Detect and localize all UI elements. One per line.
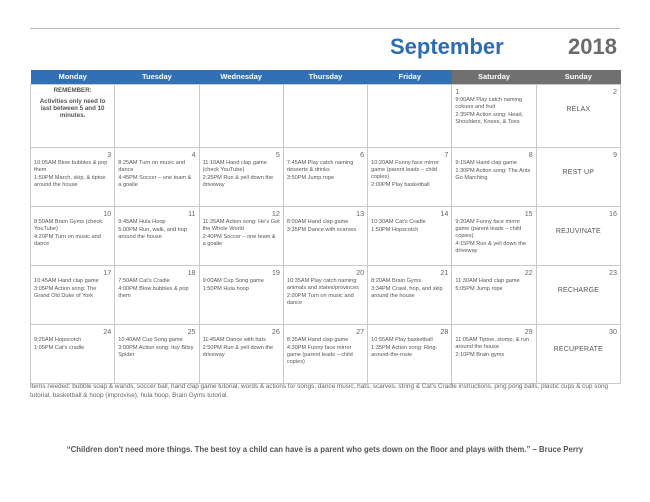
day-number: 27 <box>356 327 365 336</box>
day-number: 2 <box>613 87 617 96</box>
calendar-day-cell <box>536 325 620 384</box>
day-number: 28 <box>440 327 449 336</box>
remember-body: Activities only need to last between 5 and 10 minutes. <box>39 98 106 120</box>
day-number: 17 <box>103 268 112 277</box>
activity-entry: 10:40AM Cup Song game <box>118 337 183 343</box>
calendar-grid <box>30 70 621 384</box>
calendar-day-cell <box>31 148 115 207</box>
activity-entry: 10:20AM Funny face mirror game (parent leads – child copies) <box>371 160 439 180</box>
weekend-header: Sunday <box>536 70 620 85</box>
sunday-theme-label: RECUPERATE <box>553 346 603 353</box>
activity-entry: 9:45AM Hula Hoop <box>118 219 166 225</box>
activity-entry: 5:00PM Run, walk, and hop around the house <box>118 226 188 240</box>
calendar-day-cell <box>115 148 199 207</box>
activity-entry: 4:20PM Turn on music and dance <box>34 233 101 247</box>
calendar-week-row <box>31 325 621 384</box>
calendar-day-cell <box>536 85 620 148</box>
activity-entry: 2:10PM Brain gyms <box>455 351 505 358</box>
calendar-day-cell <box>115 266 199 325</box>
activity-entry: 9:20AM Funny face mirror game (parent leads – child copies) <box>455 219 522 239</box>
calendar-day-cell <box>115 85 199 148</box>
weekday-header-row <box>31 70 621 85</box>
calendar-day-cell <box>283 85 367 148</box>
day-number: 25 <box>187 327 196 336</box>
calendar-day-cell <box>368 207 452 266</box>
day-number: 9 <box>613 150 617 159</box>
day-number: 15 <box>524 209 533 218</box>
activity-entry: 8:35AM Hand clap game <box>286 337 349 343</box>
weekend-header: Saturday <box>452 70 536 85</box>
calendar-day-cell <box>199 85 283 148</box>
calendar-day-cell <box>199 207 283 266</box>
activity-entry: 1:35PM Action song: Ring-around-the-rosie <box>371 344 438 358</box>
activity-entry: 10:45AM Hand clap game <box>34 278 99 284</box>
calendar-week-row <box>31 266 621 325</box>
activity-entry: 7:45AM Play catch naming desserts & drinks <box>286 160 354 173</box>
calendar-day-cell <box>368 266 452 325</box>
day-number: 8 <box>528 150 533 159</box>
calendar-day-cell <box>283 207 367 266</box>
day-number: 4 <box>191 150 196 159</box>
calendar-day-cell <box>368 325 452 384</box>
day-number: 22 <box>524 268 533 277</box>
calendar-day-cell <box>536 148 620 207</box>
calendar-day-cell <box>31 207 115 266</box>
activity-entry: 11:45AM Dance with hats <box>202 337 266 343</box>
activity-entry: 4:45PM Soccer – one team & a goalie <box>118 174 192 188</box>
activity-entry: 10:05AM Blow bubbles & pop them <box>34 160 108 173</box>
sunday-theme-label: RELAX <box>566 106 591 113</box>
footer-quote: “Children don't need more things. The best toy a child can have is a parent who gets down on the floor and plays with them.” – Bruce Perry <box>66 445 584 454</box>
day-number: 26 <box>271 327 280 336</box>
activity-entry: 9:00AM Play catch naming colours and fruit <box>455 97 522 110</box>
remember-note <box>31 85 115 148</box>
activity-entry: 10:30AM Cat's Cradle <box>371 219 426 225</box>
calendar-day-cell <box>283 148 367 207</box>
calendar-week-row <box>31 148 621 207</box>
calendar-day-cell <box>31 325 115 384</box>
activity-entry: 1:50PM March, skip, & tiptoe around the house <box>34 174 106 188</box>
activity-entry: 8:00AM Hand clap game <box>286 219 349 225</box>
day-number: 6 <box>360 150 365 159</box>
calendar-day-cell <box>199 266 283 325</box>
activity-entry: 1:50PM Hopscotch <box>371 226 419 233</box>
activity-entry: 2:35PM Action song: Head, Shoulders, Knees, & Toes <box>455 111 524 125</box>
calendar-day-cell <box>115 207 199 266</box>
activity-entry: 4:15PM Run & yell down the driveway <box>455 240 526 254</box>
sunday-theme-label: RECHARGE <box>557 287 599 294</box>
calendar-day-cell <box>452 148 536 207</box>
calendar-day-cell <box>452 266 536 325</box>
calendar-day-cell <box>452 207 536 266</box>
calendar-week-row <box>31 85 621 148</box>
activity-entry: 11:10AM Hand clap game (check YouTube) <box>202 160 267 173</box>
calendar-day-cell <box>283 266 367 325</box>
calendar-day-cell <box>452 85 536 148</box>
activity-entry: 8:20AM Brain Gyms <box>371 278 422 284</box>
calendar-day-cell <box>115 325 199 384</box>
activity-entry: 2:40PM Soccer – one team & a goalie <box>202 233 276 247</box>
sunday-theme-label: REST UP <box>562 169 595 176</box>
header-rule <box>30 28 620 29</box>
calendar-day-cell <box>199 148 283 207</box>
day-number: 18 <box>187 268 196 277</box>
day-number: 29 <box>524 327 533 336</box>
weekday-header: Friday <box>368 70 452 85</box>
activity-entry: 3:35PM Dance with scarves <box>286 226 357 233</box>
year-title: 2018 <box>568 34 617 59</box>
activity-entry: 3:34PM Crawl, hop, and skip around the house <box>371 285 443 299</box>
activity-entry: 3:50PM Jump rope <box>286 174 335 181</box>
activity-entry: 2:00PM Play basketball <box>371 181 430 188</box>
month-title: September <box>390 34 504 59</box>
remember-title: REMEMBER: <box>53 87 92 94</box>
day-number: 24 <box>103 327 112 336</box>
day-number: 1 <box>455 87 460 96</box>
activity-entry: 3:05PM Action song: The Grand Old Duke of York <box>34 285 97 299</box>
weekday-header: Tuesday <box>115 70 199 85</box>
activity-entry: 1:05PM Cat's cradle <box>34 344 85 351</box>
weekday-header: Monday <box>31 70 115 85</box>
day-number: 21 <box>440 268 449 277</box>
activity-entry: 1:50PM Hula hoop <box>202 285 249 292</box>
day-number: 7 <box>444 150 449 159</box>
weekday-header: Thursday <box>283 70 367 85</box>
day-number: 10 <box>103 209 112 218</box>
activity-entry: 9:25AM Hopscotch <box>34 337 82 343</box>
activity-entry: 10:55AM Play basketball <box>371 337 433 343</box>
activity-entry: 5:05PM Jump rope <box>455 285 503 292</box>
activity-entry: 9:15AM Hand clap game <box>455 160 517 166</box>
calendar-day-cell <box>452 325 536 384</box>
day-number: 13 <box>356 209 365 218</box>
sunday-theme-label: REJUVINATE <box>555 228 601 235</box>
day-number: 5 <box>275 150 280 159</box>
calendar-day-cell <box>368 148 452 207</box>
activity-entry: 2:00PM Turn on music and dance <box>286 292 354 306</box>
activity-entry: 11:05AM Tiptoe, stomp, & run around the house <box>455 337 529 350</box>
activity-entry: 11:35AM Action song: He's Got the Whole World <box>202 219 280 232</box>
activity-entry: 3:00PM Action song: Itsy Bitsy Spider <box>118 344 194 358</box>
calendar-day-cell <box>536 207 620 266</box>
activity-entry: 8:50AM Brain Gyms (check YouTube) <box>34 219 103 232</box>
day-number: 12 <box>271 209 280 218</box>
activity-entry: 8:25AM Turn on music and dance <box>118 160 186 173</box>
day-number: 20 <box>356 268 365 277</box>
activity-entry: 9:00AM Cup Song game <box>202 278 264 284</box>
day-number: 23 <box>609 268 617 277</box>
weekday-header: Wednesday <box>199 70 283 85</box>
calendar-week-row <box>31 207 621 266</box>
calendar-day-cell <box>536 266 620 325</box>
activity-entry: 4:30PM Funny face mirror game (parent leads – child copies) <box>286 344 353 365</box>
activity-entry: 1:30PM Action song: The Ants Go Marching <box>455 167 531 181</box>
calendar-day-cell <box>199 325 283 384</box>
calendar-day-cell <box>283 325 367 384</box>
calendar-day-cell <box>368 85 452 148</box>
activity-entry: 4:00PM Blow bubbles & pop them <box>118 285 189 299</box>
day-number: 30 <box>609 327 617 336</box>
calendar-day-cell <box>31 266 115 325</box>
items-needed-note: Items needed: bubble soap & wands, soccer ball, hand clap game tutorial, words & actions for songs, dance music, hats, scarves, string & Cat's Cradle instructions, ping pong balls, plastic cups & cup song tutorial, basketball & hoop (improvise), hula hoop, Brain Gyms tutorial. <box>30 383 609 399</box>
activity-entry: 2:50PM Run & yell down the driveway <box>202 344 274 358</box>
day-number: 11 <box>188 209 196 218</box>
day-number: 14 <box>440 209 449 218</box>
activity-entry: 7:50AM Cat's Cradle <box>118 278 170 284</box>
activity-entry: 10:35AM Play catch naming animals and states/provinces <box>286 278 359 291</box>
day-number: 19 <box>271 268 280 277</box>
day-number: 16 <box>609 209 617 218</box>
activity-entry: 11:30AM Hand clap game <box>455 278 520 284</box>
activity-entry: 2:25PM Run & yell down the driveway <box>202 174 274 188</box>
day-number: 3 <box>107 150 112 159</box>
